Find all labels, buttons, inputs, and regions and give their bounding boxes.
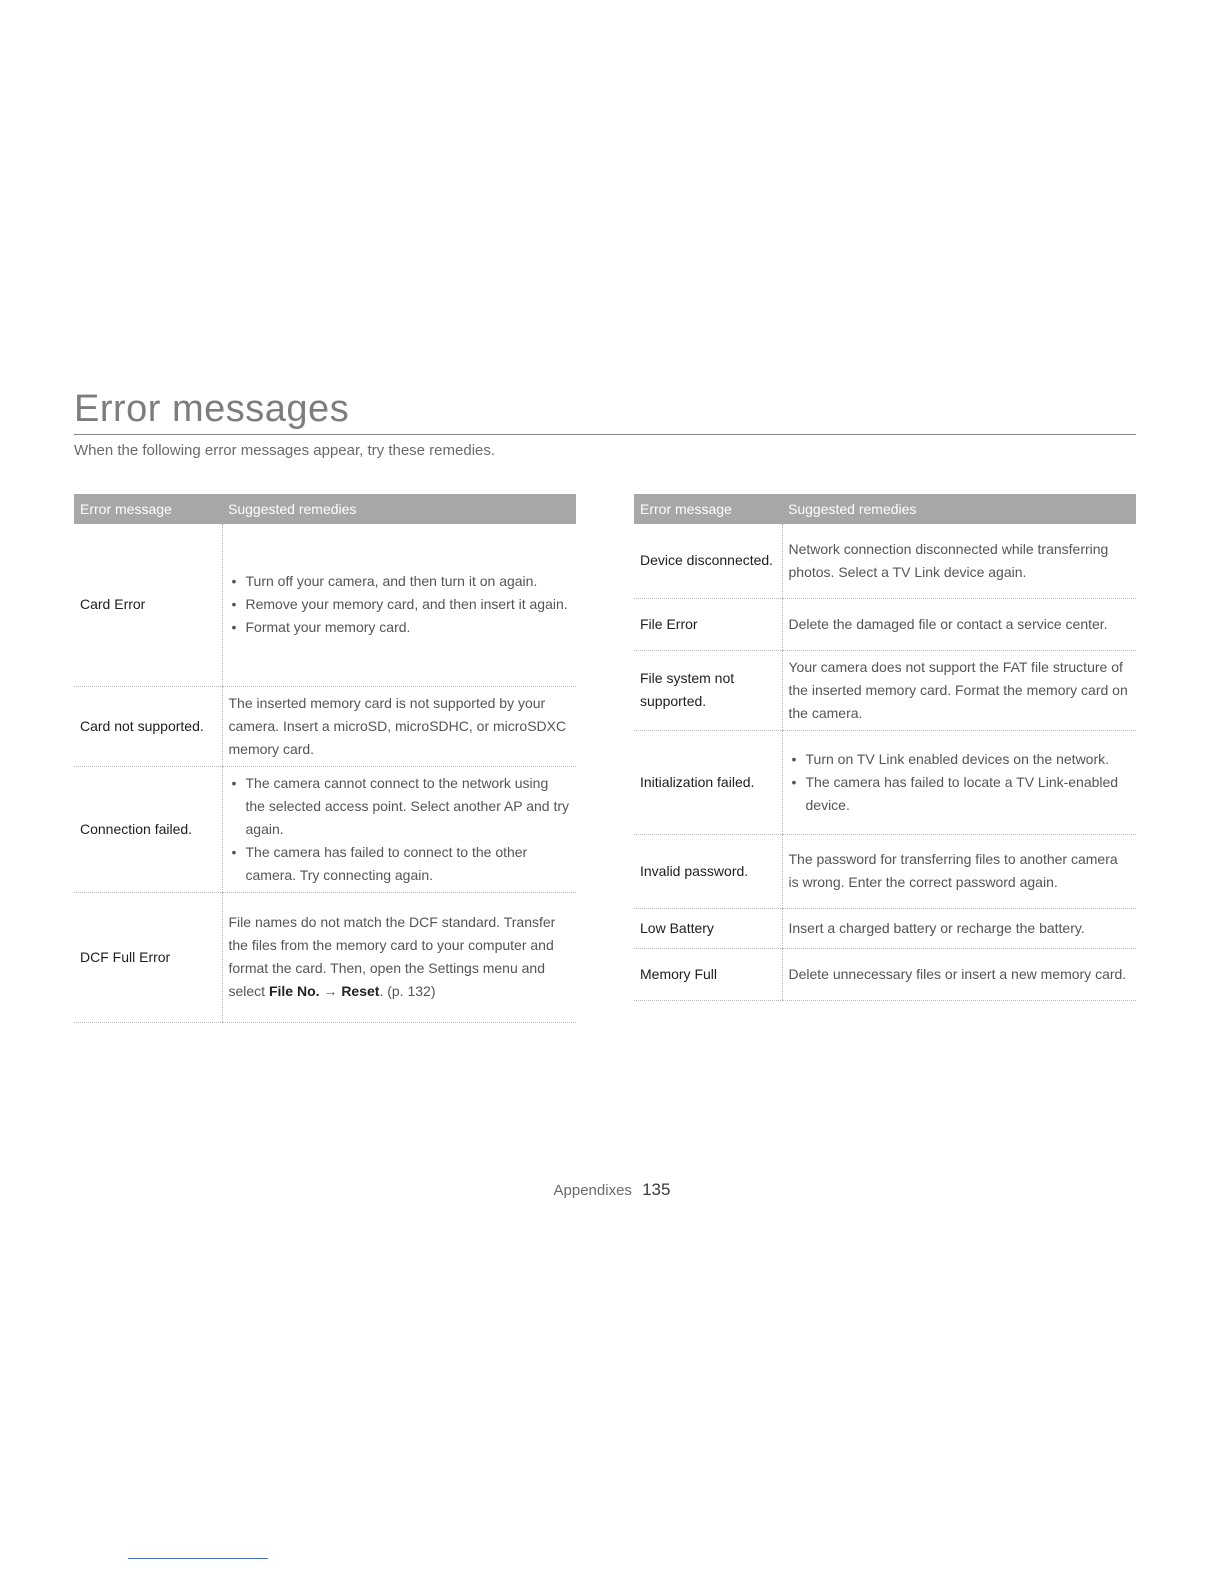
table-header-row	[74, 494, 576, 524]
header-suggested-remedies: Suggested remedies	[222, 494, 576, 524]
table-row	[634, 948, 1136, 1000]
remedy-text: File names do not match the DCF standard. Transfer the files from the memory card to your computer and format the card. Then, open the Settings menu and select	[228, 914, 556, 999]
error-message-card-not-supported: Card not supported.	[74, 686, 222, 766]
table-row	[74, 686, 576, 766]
menu-item-reset: Reset	[341, 983, 380, 999]
table-row	[74, 524, 576, 686]
table-row	[634, 524, 1136, 598]
remedy-list	[229, 570, 571, 639]
page-number: 135	[642, 1180, 671, 1199]
error-message-dcf-full-error: DCF Full Error	[74, 892, 222, 1022]
table-row	[634, 650, 1136, 730]
table-row	[74, 766, 576, 892]
arrow-icon: →	[319, 983, 342, 999]
header-error-message: Error message	[74, 494, 222, 524]
table-header-row	[634, 494, 1136, 524]
table-row	[634, 730, 1136, 834]
remedy-bullet: • Turn on TV Link enabled devices on the network.	[789, 748, 1131, 771]
error-message-device-disconnected: Device disconnected.	[634, 524, 782, 598]
remedy-list	[789, 748, 1131, 817]
footer-section-label: Appendixes	[553, 1182, 632, 1199]
remedy-bullet: • The camera cannot connect to the network using the selected access point. Select another AP and try again.	[229, 772, 571, 841]
remedy-bullet: • The camera has failed to locate a TV Link-enabled device.	[789, 771, 1131, 817]
remedy-bullet: • The camera has failed to connect to the other camera. Try connecting again.	[229, 841, 571, 887]
table-row	[74, 892, 576, 1022]
title-rule	[74, 434, 1136, 435]
remedy-list	[229, 772, 571, 887]
error-table-left	[74, 494, 576, 1023]
remedy-file-error: Delete the damaged file or contact a service center.	[782, 598, 1136, 650]
error-message-low-battery: Low Battery	[634, 908, 782, 948]
header-suggested-remedies: Suggested remedies	[782, 494, 1136, 524]
remedy-bullet: • Format your memory card.	[229, 616, 571, 639]
table-row	[634, 598, 1136, 650]
remedy-dcf-full-error	[222, 892, 576, 1022]
error-message-initialization-failed: Initialization failed.	[634, 730, 782, 834]
remedy-bullet: • Remove your memory card, and then insert it again.	[229, 593, 571, 616]
remedy-file-system-not-supported: Your camera does not support the FAT file structure of the inserted memory card. Format the memory card on the camera.	[782, 650, 1136, 730]
page-title: Error messages	[74, 388, 350, 430]
page-intro: When the following error messages appear, try these remedies.	[74, 442, 496, 459]
error-message-connection-failed: Connection failed.	[74, 766, 222, 892]
error-message-invalid-password: Invalid password.	[634, 834, 782, 908]
error-message-card-error: Card Error	[74, 524, 222, 686]
remedy-low-battery: Insert a charged battery or recharge the battery.	[782, 908, 1136, 948]
error-message-file-error: File Error	[634, 598, 782, 650]
remedy-initialization-failed	[782, 730, 1136, 834]
error-table-right	[634, 494, 1136, 1001]
remedy-connection-failed	[222, 766, 576, 892]
remedy-memory-full: Delete unnecessary files or insert a new memory card.	[782, 948, 1136, 1000]
remedy-bullet: • Turn off your camera, and then turn it on again.	[229, 570, 571, 593]
remedy-card-error	[222, 524, 576, 686]
menu-item-file-no: File No.	[268, 983, 320, 999]
table-row	[634, 908, 1136, 948]
bottom-rule	[128, 1558, 268, 1559]
remedy-device-disconnected: Network connection disconnected while transferring photos. Select a TV Link device again.	[782, 524, 1136, 598]
page-footer	[0, 1180, 1224, 1200]
remedy-card-not-supported: The inserted memory card is not supported by your camera. Insert a microSD, microSDHC, or microSDXC memory card.	[222, 686, 576, 766]
table-row	[634, 834, 1136, 908]
error-message-file-system-not-supported: File system not supported.	[634, 650, 782, 730]
remedy-text: . (p. 132)	[379, 983, 436, 999]
header-error-message: Error message	[634, 494, 782, 524]
error-message-memory-full: Memory Full	[634, 948, 782, 1000]
remedy-invalid-password: The password for transferring files to another camera is wrong. Enter the correct password again.	[782, 834, 1136, 908]
